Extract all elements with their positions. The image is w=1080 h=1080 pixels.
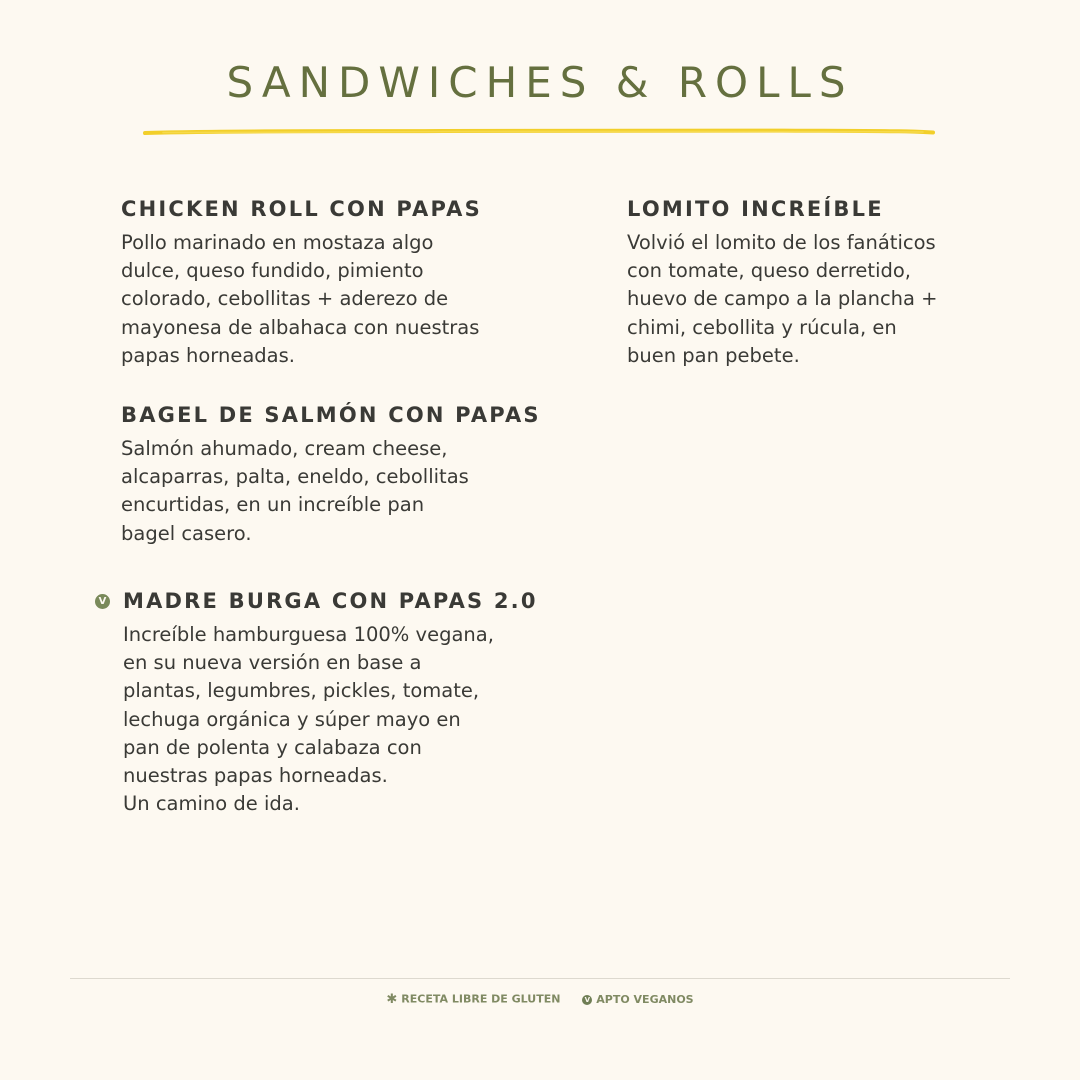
legend-gluten-free-label: RECETA LIBRE DE GLUTEN xyxy=(401,992,561,1006)
legend-vegan xyxy=(582,993,693,1006)
page-title: SANDWICHES & ROLLS xyxy=(226,58,854,107)
item-description: Increíble hamburguesa 100% vegana, en su nueva versión en base a plantas, legumbres, pickles, tomate, lechuga orgánica y súper mayo en pan de polenta y calabaza con nuestras papas horneadas. Un camino de ida. xyxy=(123,623,494,816)
asterisk-icon: ✱ xyxy=(386,992,398,1007)
legend-vegan-label: APTO VEGANOS xyxy=(596,993,694,1006)
dietary-legend xyxy=(0,992,1080,1007)
item-description: Salmón ahumado, cream cheese, alcaparras, palta, eneldo, cebollitas encurtidas, en un increíble pan bagel casero. xyxy=(121,437,469,545)
item-name: BAGEL DE SALMÓN CON PAPAS xyxy=(121,403,541,427)
menu-item-madre-burga xyxy=(123,589,538,818)
menu-item-lomito xyxy=(627,197,938,370)
item-name: CHICKEN ROLL CON PAPAS xyxy=(121,197,482,221)
vegan-v-icon: V xyxy=(95,594,110,609)
item-name: LOMITO INCREÍBLE xyxy=(627,197,884,221)
legend-gluten-free xyxy=(386,992,560,1007)
menu-item-chicken-roll xyxy=(121,197,482,370)
item-description: Pollo marinado en mostaza algo dulce, queso fundido, pimiento colorado, cebollitas + aderezo de mayonesa de albahaca con nuestras papas horneadas. xyxy=(121,231,480,367)
item-name: MADRE BURGA CON PAPAS 2.0 xyxy=(123,589,538,613)
vegan-v-icon: V xyxy=(582,995,592,1005)
menu-item-bagel-salmon xyxy=(121,403,541,548)
footer-divider xyxy=(70,978,1010,979)
title-underline xyxy=(143,127,935,137)
item-description: Volvió el lomito de los fanáticos con tomate, queso derretido, huevo de campo a la plancha + chimi, cebollita y rúcula, en buen pan pebete. xyxy=(627,231,938,367)
